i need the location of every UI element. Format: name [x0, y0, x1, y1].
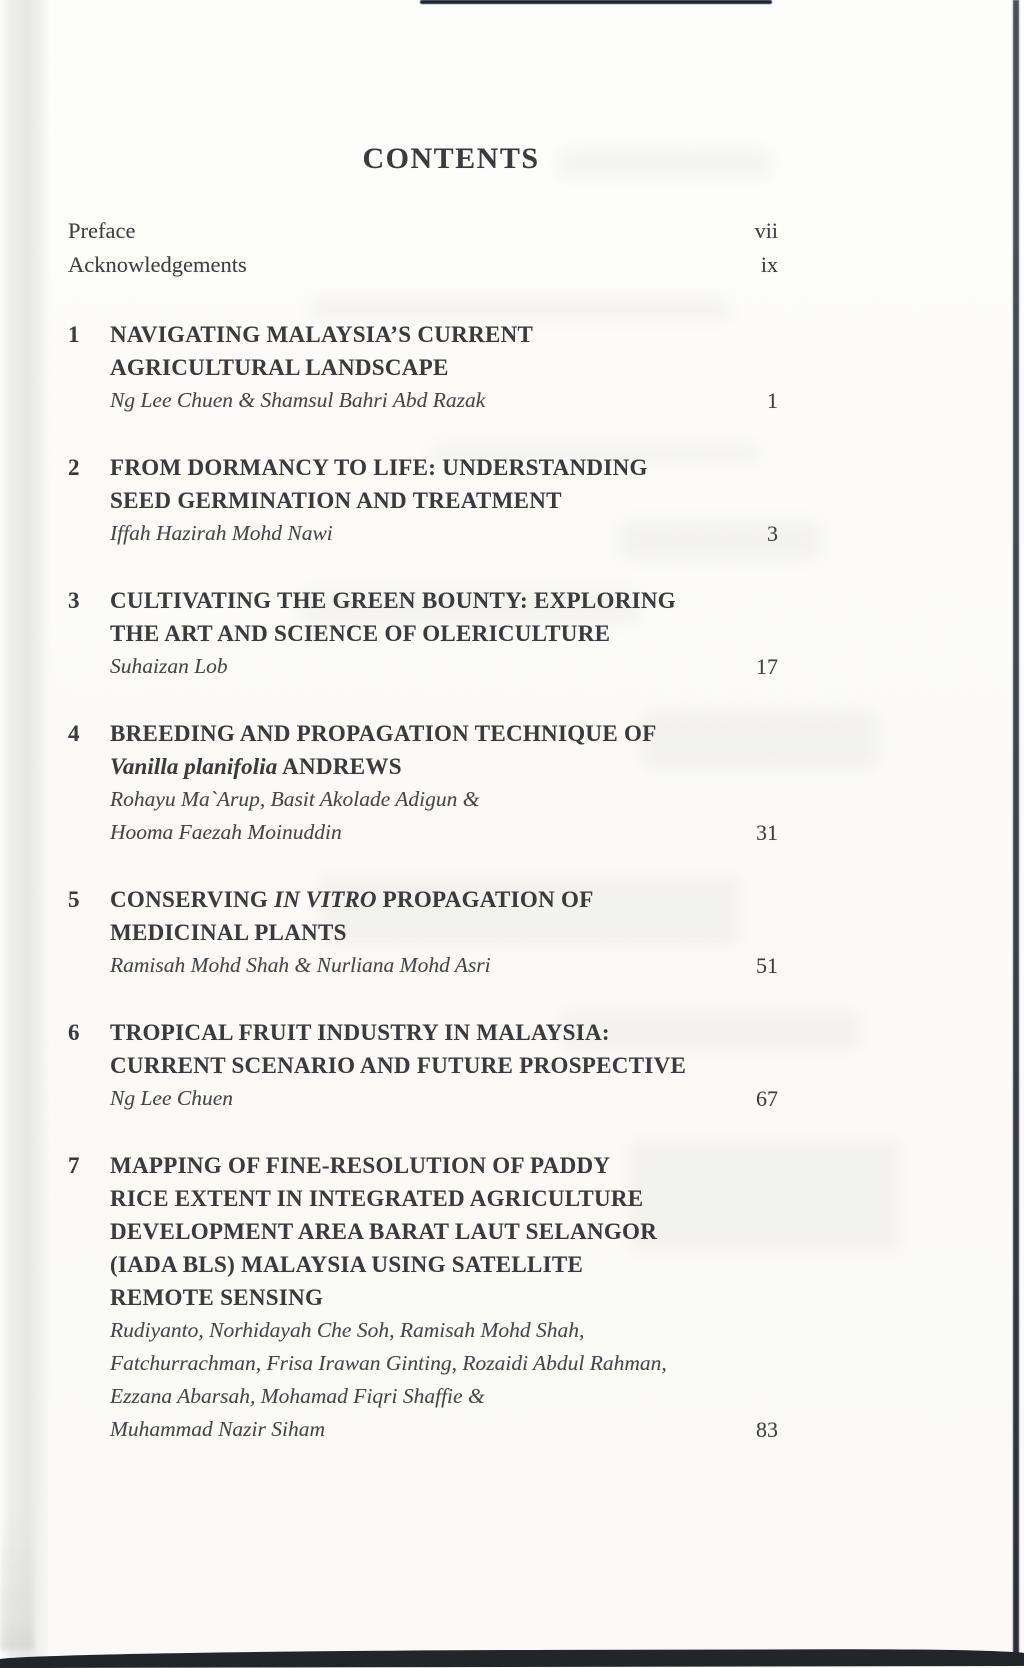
chapter-authors-line: Hooma Faezah Moinuddin: [110, 820, 342, 844]
chapter-authors-line: Iffah Hazirah Mohd Nawi: [110, 521, 333, 545]
chapter-title-segment: BREEDING AND PROPAGATION TECHNIQUE OF: [110, 721, 657, 746]
chapter-number: 4: [68, 721, 80, 746]
front-matter-page-number: vii: [754, 218, 778, 243]
chapter-title-line: [110, 883, 778, 916]
chapter-body: [110, 717, 778, 849]
chapter-title-segment: PROPAGATION OF: [376, 887, 594, 912]
chapter-title-segment: REMOTE SENSING: [110, 1285, 324, 1310]
page-title: CONTENTS: [362, 142, 540, 175]
page-curl-shadow: [0, 0, 50, 1664]
chapter-authors-line: Ng Lee Chuen & Shamsul Bahri Abd Razak: [110, 388, 486, 412]
front-matter-row: [68, 248, 778, 282]
chapter-title-line: [110, 1049, 778, 1082]
chapter-title-segment: MAPPING OF FINE-RESOLUTION OF PADDY: [110, 1153, 611, 1178]
chapter-body: [110, 584, 778, 683]
chapter-title-segment: THE ART AND SCIENCE OF OLERICULTURE: [110, 621, 611, 646]
chapter-body: [110, 318, 778, 417]
chapter-title-segment: NAVIGATING MALAYSIA’S CURRENT: [110, 322, 534, 347]
chapter-title-segment: CONSERVING: [110, 887, 275, 912]
chapter-authors-line: Rohayu Ma`Arup, Basit Akolade Adigun &: [110, 787, 480, 811]
chapter-page-number: 17: [756, 654, 778, 679]
chapter-title-segment: SEED GERMINATION AND TREATMENT: [110, 488, 562, 513]
chapter-authors-line: Rudiyanto, Norhidayah Che Soh, Ramisah Mohd Shah,: [110, 1318, 585, 1342]
book-cover-edge-right: [1013, 0, 1019, 1658]
chapter-title-segment: RICE EXTENT IN INTEGRATED AGRICULTURE: [110, 1186, 644, 1211]
chapter-body: [110, 1149, 778, 1446]
front-matter-label: Preface: [68, 218, 136, 243]
chapter-page-number: 83: [756, 1417, 778, 1442]
chapter-list: [68, 318, 778, 1446]
chapter-title-line: [110, 1182, 778, 1215]
chapter-title-segment: ANDREWS: [277, 754, 402, 779]
chapter-body: [110, 1016, 778, 1115]
chapter-page-number: 31: [756, 820, 778, 845]
book-cover-edge-bottom: [0, 1649, 1024, 1668]
front-matter-list: [68, 214, 778, 282]
chapter-page-number: 3: [767, 521, 778, 546]
chapter-body: [110, 451, 778, 550]
toc-entry: [68, 1149, 778, 1446]
toc-entry: [68, 584, 778, 683]
toc-entry: [68, 883, 778, 982]
chapter-number: 1: [68, 322, 80, 347]
front-matter-row: [68, 214, 778, 248]
chapter-title-segment: FROM DORMANCY TO LIFE: UNDERSTANDING: [110, 455, 648, 480]
chapter-title-segment: TROPICAL FRUIT INDUSTRY IN MALAYSIA:: [110, 1020, 610, 1045]
chapter-number: 3: [68, 588, 80, 613]
chapter-title-segment: DEVELOPMENT AREA BARAT LAUT SELANGOR: [110, 1219, 658, 1244]
front-matter-label: Acknowledgements: [68, 252, 247, 277]
chapter-title-line: [110, 1149, 778, 1182]
chapter-number: 7: [68, 1153, 80, 1178]
chapter-title-line: [110, 584, 778, 617]
chapter-title-line: [110, 451, 778, 484]
chapter-title-segment: CURRENT SCENARIO AND FUTURE PROSPECTIVE: [110, 1053, 687, 1078]
chapter-title-line: [110, 750, 778, 783]
chapter-title-segment: CULTIVATING THE GREEN BOUNTY: EXPLORING: [110, 588, 676, 613]
chapter-authors-line: Muhammad Nazir Siham: [110, 1417, 326, 1441]
chapter-title-line: [110, 717, 778, 750]
page-curl-shadow-bottom: [0, 1510, 34, 1650]
chapter-authors-line: Suhaizan Lob: [110, 654, 228, 678]
chapter-title-line: [110, 1248, 778, 1281]
chapter-number: 5: [68, 887, 80, 912]
chapter-title-line: [110, 484, 778, 517]
chapter-title-line: [110, 1016, 778, 1049]
chapter-title-line: [110, 1281, 778, 1314]
toc-entry: [68, 451, 778, 550]
chapter-title-line: [110, 1215, 778, 1248]
chapter-title-segment: IN VITRO: [274, 887, 377, 912]
chapter-title-segment: AGRICULTURAL LANDSCAPE: [110, 355, 449, 380]
chapter-number: 2: [68, 455, 80, 480]
toc-entry: [68, 318, 778, 417]
chapter-title-line: [110, 318, 778, 351]
chapter-title-line: [110, 916, 778, 949]
chapter-authors-line: Ezzana Abarsah, Mohamad Fiqri Shaffie &: [110, 1384, 485, 1408]
chapter-page-number: 1: [767, 388, 778, 413]
chapter-page-number: 51: [756, 953, 778, 978]
chapter-title-line: [110, 351, 778, 384]
toc-entry: [68, 717, 778, 849]
chapter-page-number: 67: [756, 1086, 778, 1111]
toc-content: [68, 0, 778, 1480]
chapter-authors-line: Ng Lee Chuen: [110, 1086, 234, 1110]
chapter-title-line: [110, 617, 778, 650]
chapter-title-segment: Vanilla planifolia: [110, 754, 278, 779]
chapter-body: [110, 883, 778, 982]
front-matter-page-number: ix: [760, 252, 778, 277]
chapter-authors-line: Ramisah Mohd Shah & Nurliana Mohd Asri: [110, 953, 491, 977]
chapter-number: 6: [68, 1020, 80, 1045]
toc-entry: [68, 1016, 778, 1115]
chapter-authors-line: Fatchurrachman, Frisa Irawan Ginting, Rozaidi Abdul Rahman,: [110, 1351, 667, 1375]
chapter-title-segment: (IADA BLS) MALAYSIA USING SATELLITE: [110, 1252, 584, 1277]
chapter-title-segment: MEDICINAL PLANTS: [110, 920, 347, 945]
